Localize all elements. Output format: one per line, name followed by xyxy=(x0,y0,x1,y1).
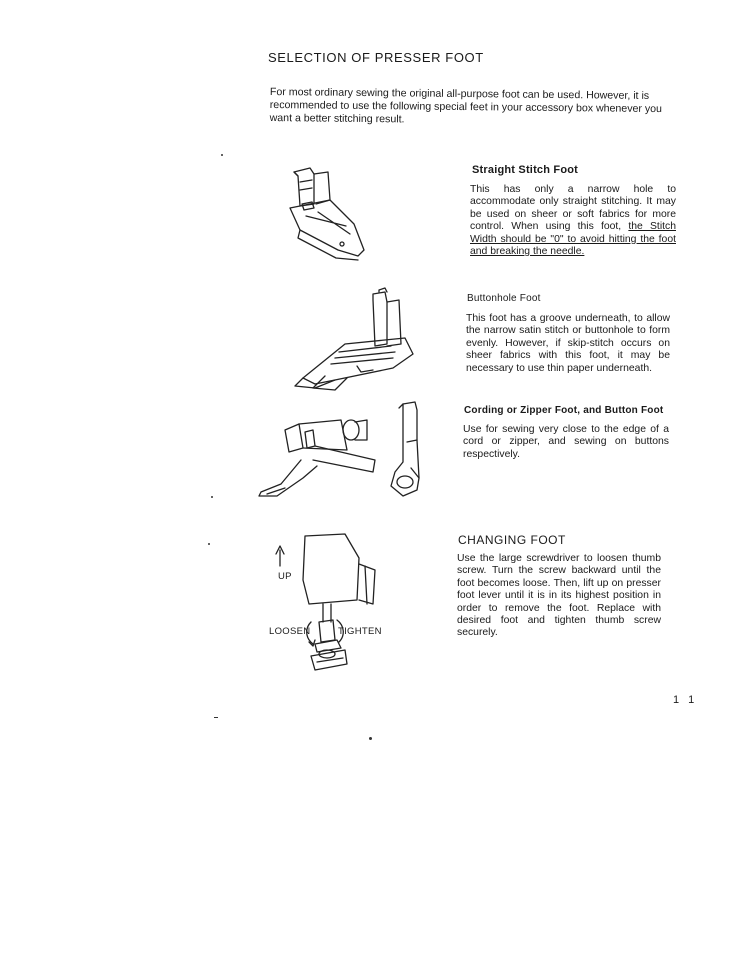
speck xyxy=(369,737,372,740)
straight-stitch-foot-illustration xyxy=(270,160,380,270)
buttonhole-foot-illustration xyxy=(275,288,415,393)
straight-stitch-warning: the Stitch Width should be "0" to avoid hitting the foot and breaking the needle. xyxy=(470,221,676,258)
speck xyxy=(208,543,210,545)
straight-stitch-text-plain: This has only a narrow hole to accommodate only straight stitching. It may be used on sheer or soft fabrics for more control. When using this foot, xyxy=(470,184,676,233)
label-tighten: TIGHTEN xyxy=(338,626,382,637)
cording-heading: Cording or Zipper Foot, and Button Foot xyxy=(464,405,664,416)
changing-foot-illustration xyxy=(275,530,395,680)
speck xyxy=(214,717,218,718)
cording-zipper-button-foot-illustration xyxy=(255,400,435,510)
page-number: 1 1 xyxy=(673,694,698,706)
straight-stitch-heading: Straight Stitch Foot xyxy=(472,164,579,176)
speck xyxy=(211,496,213,498)
straight-stitch-text xyxy=(470,184,676,258)
label-loosen: LOOSEN xyxy=(269,626,311,637)
changing-foot-text: Use the large screwdriver to loosen thumb screw. Turn the screw backward until the foot becomes loose. Then, lift up on presser foot lever until it is in its highest position in order to remove the foot. Replace with desired foot and tighten thumb screw securely. xyxy=(457,553,661,639)
cording-text: Use for sewing very close to the edge of a cord or zipper, and sewing on buttons respectively. xyxy=(463,424,669,460)
buttonhole-text: This foot has a groove underneath, to allow the narrow satin stitch or buttonhole to form evenly. However, if skip-stitch occurs on sheer fabrics with this foot, it may be necessary to use thin paper underneath. xyxy=(466,313,670,374)
label-up: UP xyxy=(278,571,292,582)
changing-foot-heading: CHANGING FOOT xyxy=(458,533,566,547)
intro-paragraph: For most ordinary sewing the original all-purpose foot can be used. However, it is recommended to use the following special feet in your accessory box whenever you want a better stitching result. xyxy=(269,86,663,126)
buttonhole-heading: Buttonhole Foot xyxy=(467,293,541,304)
speck xyxy=(221,154,223,156)
page-title: SELECTION OF PRESSER FOOT xyxy=(268,50,484,65)
